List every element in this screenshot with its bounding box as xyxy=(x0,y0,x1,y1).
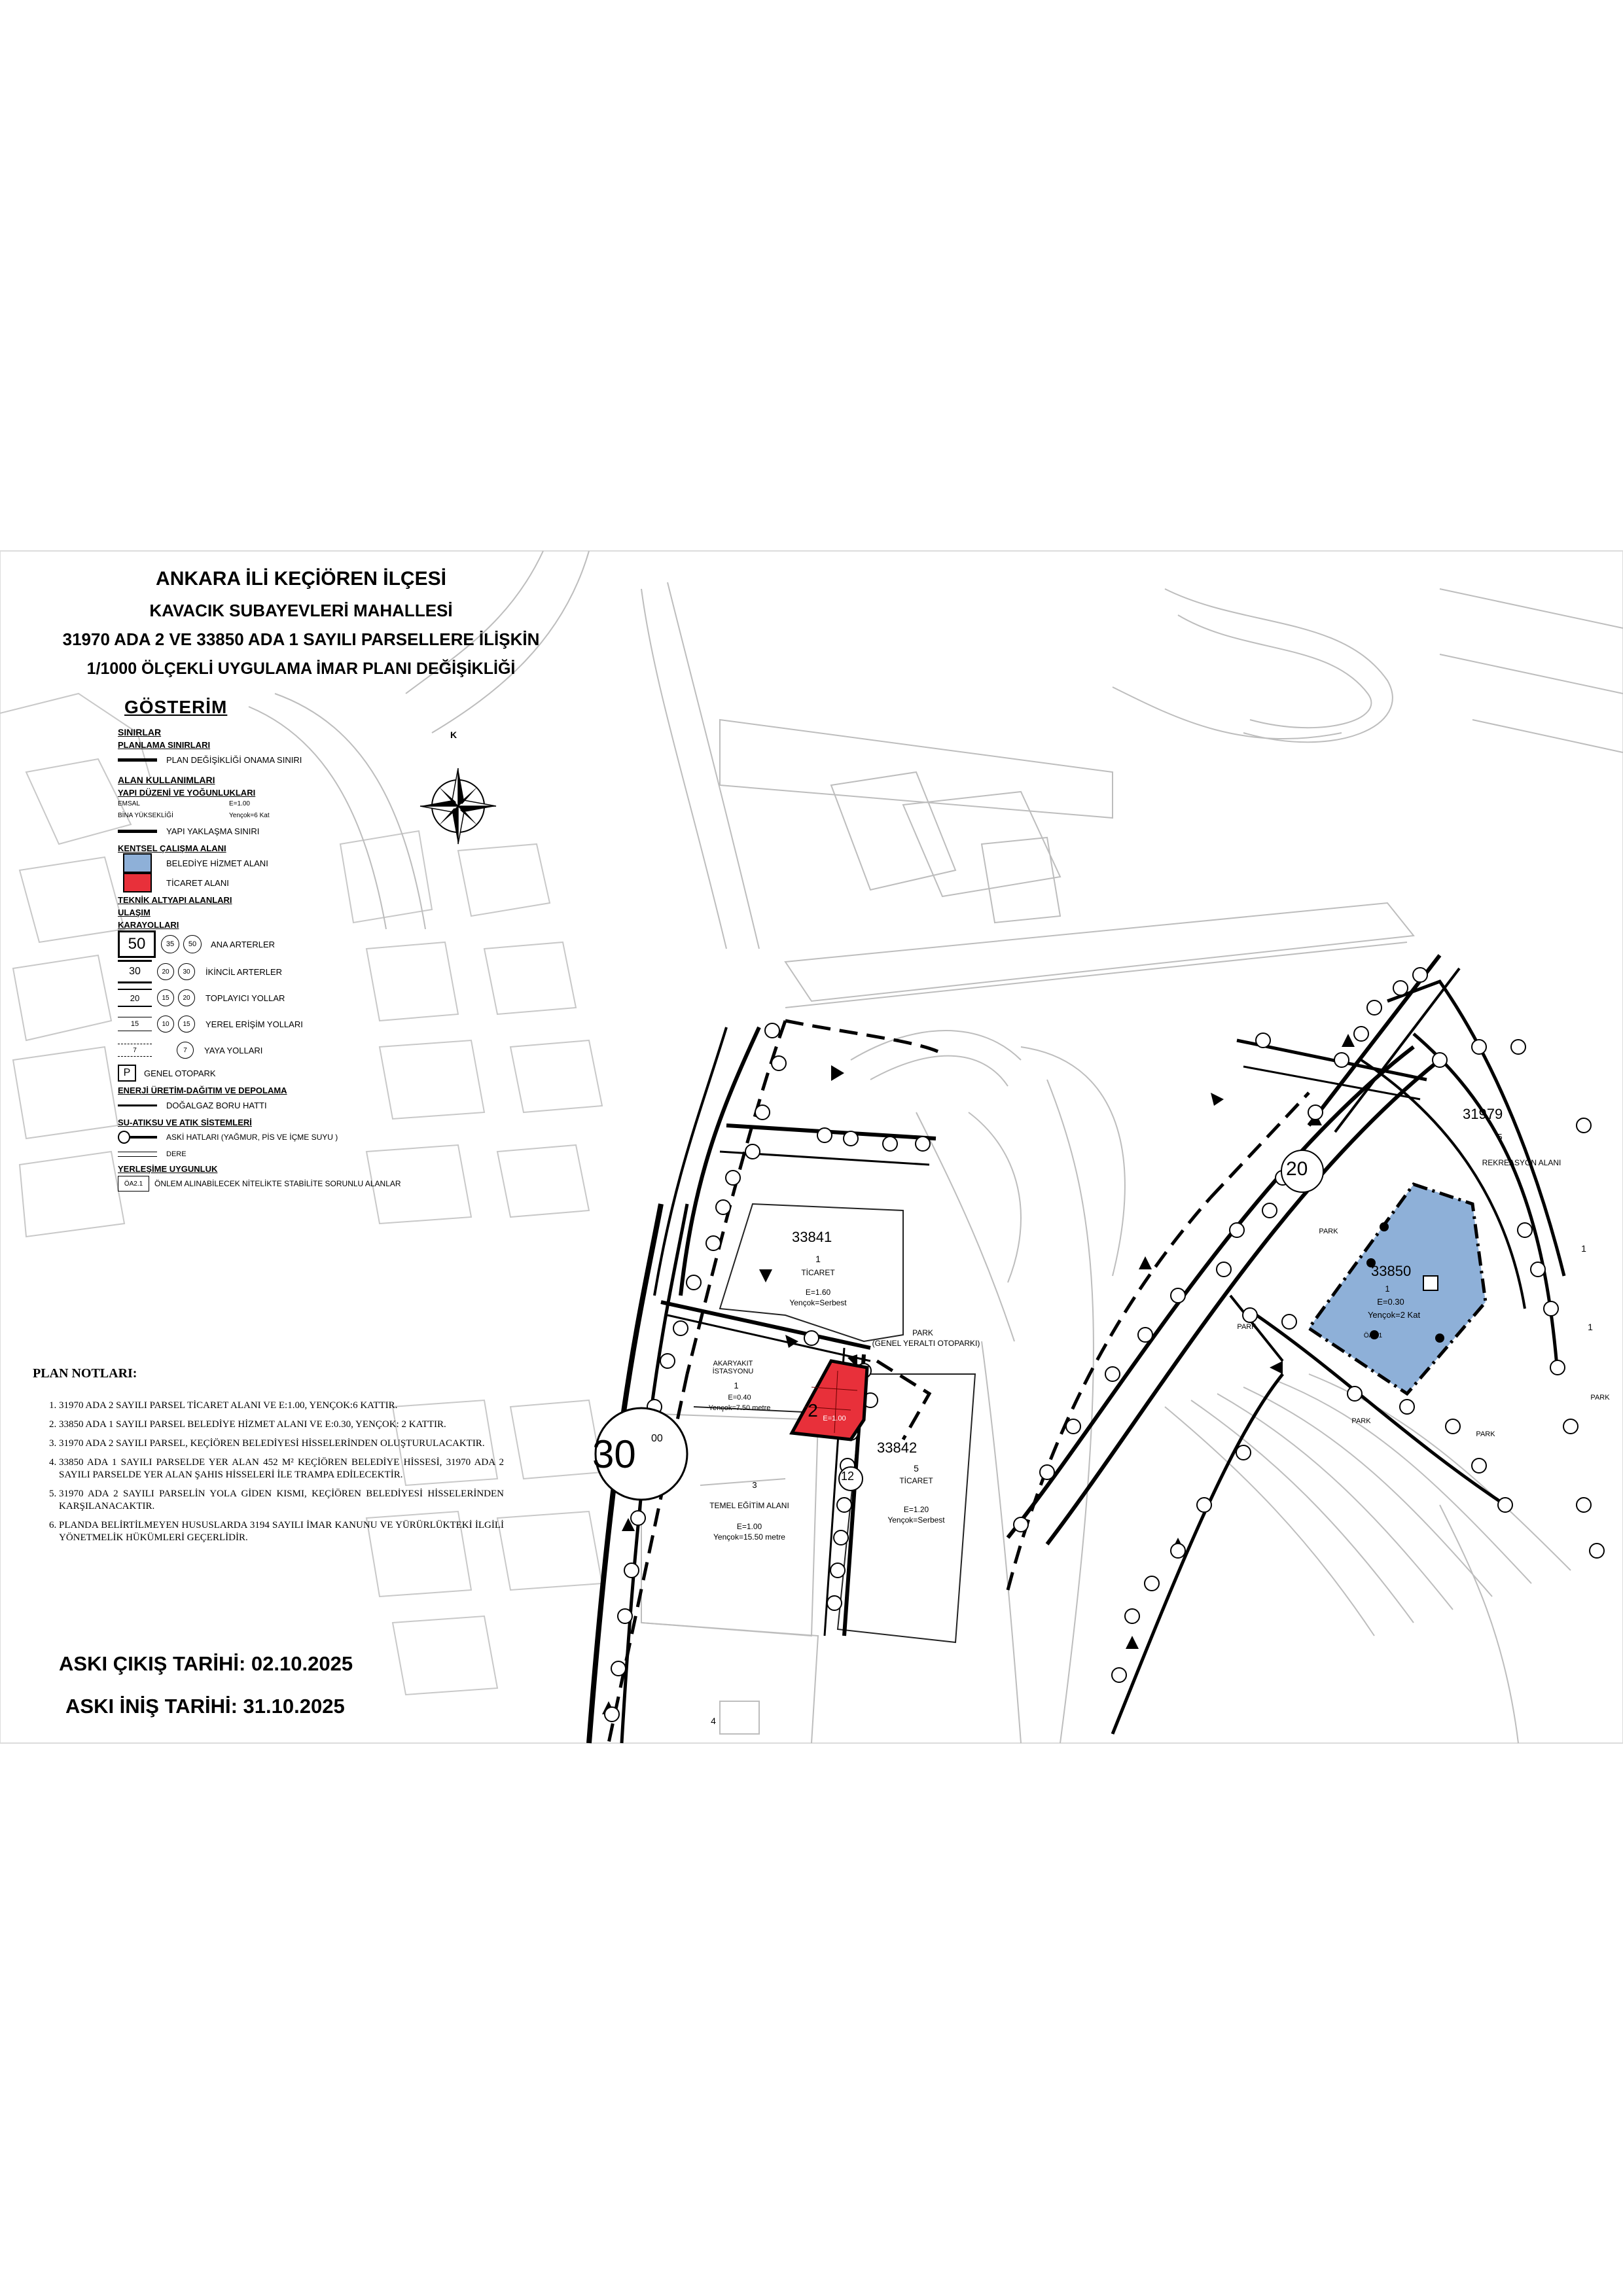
parcel-31979-no: 5 xyxy=(1497,1132,1503,1142)
parcel-31970-emsal: E=1.00 xyxy=(823,1415,846,1422)
legend-row-onlem xyxy=(118,1174,484,1193)
legend-ikincil-label: İKİNCİL ARTERLER xyxy=(205,966,283,977)
road-width-label-3: 12 xyxy=(841,1470,855,1483)
park-label: PARK xyxy=(1237,1323,1257,1331)
parcel-33842-emsal: E=1.20 xyxy=(903,1505,929,1514)
parcel-33841-emsal: E=1.60 xyxy=(805,1288,831,1297)
parcel-33842-use: TİCARET xyxy=(899,1476,933,1485)
title-plan: 1/1000 ÖLÇEKLİ UYGULAMA İMAR PLANI DEĞİŞİKLİĞİ xyxy=(86,660,516,678)
park-otopark-sub: (GENEL YERALTI OTOPARKI) xyxy=(872,1339,980,1348)
parcel-33842-ada: 33842 xyxy=(877,1439,918,1456)
legend-ticaret-label: TİCARET ALANI xyxy=(166,877,229,888)
title-province: ANKARA İLİ KEÇİÖREN İLÇESİ xyxy=(156,568,446,590)
legend-yaklasma-label: YAPI YAKLAŞMA SINIRI xyxy=(166,826,260,836)
plan-note: 3. 31970 ADA 2 SAYILI PARSEL, KEÇİÖREN BELEDİYESİ HİSSELERİNDEN OLUŞTURULACAKTIR. xyxy=(59,1438,504,1450)
plan-note: 2. 33850 ADA 1 SAYILI PARSEL BELEDİYE HİZMET ALANI VE E:0.30, YENÇOK: 2 KATTIR. xyxy=(59,1419,504,1431)
park-label: PARK xyxy=(1476,1430,1495,1438)
blue-parcel-sym xyxy=(1423,1276,1438,1290)
plan-notes xyxy=(33,1366,504,1551)
akaryakit-emsal: E=0.40 xyxy=(728,1394,751,1402)
legend-yerel-label: YEREL ERİŞİM YOLLARI xyxy=(205,1019,303,1029)
ikincil-circle2: 30 xyxy=(178,963,195,980)
plan-note: 4. 33850 ADA 1 SAYILI PARSELDE YER ALAN 452 M² KEÇİÖREN BELEDİYE HİSSESİ, 31970 ADA 2 SAYILI PARSELDE YER ALAN ŞAHIS HİSSELERİ İLE TRAMPA EDİLECEKTİR. xyxy=(59,1457,504,1481)
toplayici-box: 20 xyxy=(118,989,152,1007)
parcel-33850-no: 1 xyxy=(1385,1284,1390,1294)
legend-bina-label: BİNA YÜKSEKLİĞİ xyxy=(118,811,173,819)
toplayici-circle2: 20 xyxy=(178,989,195,1006)
onlem-sym: ÖA2.1 xyxy=(118,1176,149,1192)
onama-line-sym xyxy=(118,752,157,767)
misc-number: 1 xyxy=(1588,1322,1593,1332)
aski-cikis-date: ASKI ÇIKIŞ TARİHİ: 02.10.2025 xyxy=(59,1652,353,1675)
legend-ulasim: ULAŞIM xyxy=(118,908,151,917)
legend-karayollari: KARAYOLLARI xyxy=(118,920,179,930)
misc-number: 1 xyxy=(1581,1243,1586,1254)
otopark-icon: P xyxy=(118,1065,136,1082)
legend-row-yerel xyxy=(118,1011,484,1037)
aski-inis-date: ASKI İNİŞ TARİHİ: 31.10.2025 xyxy=(65,1695,345,1718)
title-neighbourhood: KAVACIK SUBAYEVLERİ MAHALLESİ xyxy=(149,601,453,620)
legend-kentsel: KENTSEL ÇALIŞMA ALANI xyxy=(118,843,226,853)
legend-belediye-label: BELEDİYE HİZMET ALANI xyxy=(166,858,268,868)
legend-row-belediye xyxy=(118,853,484,873)
parcel-31979-ada: 31979 xyxy=(1463,1106,1503,1122)
aski-line-sym xyxy=(118,1130,157,1144)
legend-row-aski xyxy=(118,1127,484,1147)
legend-yaya-label: YAYA YOLLARI xyxy=(204,1045,263,1055)
legend-yapi-duzeni: YAPI DÜZENİ VE YOĞUNLUKLARI xyxy=(118,788,256,798)
legend-row-onama xyxy=(118,750,484,769)
legend-onama-label: PLAN DEĞİŞİKLİĞİ ONAMA SINIRI xyxy=(166,754,302,765)
toplayici-circle1: 15 xyxy=(157,989,174,1006)
legend-emsal-value: E=1.00 xyxy=(229,800,250,807)
yaklasma-line-sym xyxy=(118,824,157,838)
road-width-label-sup: 00 xyxy=(651,1433,663,1444)
legend-row-toplayici xyxy=(118,985,484,1011)
parcel-33841-height: Yençok=Serbest xyxy=(789,1298,847,1307)
ikincil-box: 30 xyxy=(118,960,152,983)
parcel-33850-emsal: E=0.30 xyxy=(1377,1297,1404,1307)
legend-onlem-label: ÖNLEM ALINABİLECEK NİTELİKTE STABİLİTE SORUNLU ALANLAR xyxy=(154,1179,401,1188)
legend-row-dogalgaz xyxy=(118,1095,484,1115)
legend-row-ana-arter xyxy=(118,930,484,959)
legend-ana-arter-label: ANA ARTERLER xyxy=(211,939,276,949)
akaryakit-no: 1 xyxy=(734,1381,739,1390)
temel-no: 3 xyxy=(752,1480,757,1490)
legend-emsal-label: EMSAL xyxy=(118,800,140,807)
plan-note: 1. 31970 ADA 2 SAYILI PARSEL TİCARET ALANI VE E:1.00, YENÇOK:6 KATTIR. xyxy=(59,1400,504,1412)
plan-notes-list xyxy=(33,1400,504,1544)
ana-arter-box: 50 xyxy=(118,930,156,958)
legend-dere-label: DERE xyxy=(166,1150,187,1158)
park-otopark-label: PARK xyxy=(912,1328,933,1337)
yaya-circle1: 7 xyxy=(177,1042,194,1059)
legend-row-yaklasma xyxy=(118,821,484,841)
legend-aski-label: ASKİ HATLARI (YAĞMUR, PİS VE İÇME SUYU ) xyxy=(166,1133,338,1142)
legend xyxy=(118,697,484,1193)
parcel-33850-height: Yençok=2 Kat xyxy=(1367,1310,1421,1320)
parcel-33841-use: TİCARET xyxy=(801,1268,835,1277)
park-label: PARK xyxy=(1351,1417,1371,1425)
parcel-33841-no: 1 xyxy=(815,1254,821,1264)
temel-use: TEMEL EĞİTİM ALANI xyxy=(709,1501,789,1510)
temel-emsal: E=1.00 xyxy=(736,1522,762,1531)
parcel-33842-no: 5 xyxy=(914,1463,919,1474)
legend-dogalgaz-label: DOĞALGAZ BORU HATTI xyxy=(166,1100,267,1110)
belediye-hizmet-parcel xyxy=(1309,1184,1486,1394)
legend-suatiksu: SU-ATIKSU VE ATIK SİSTEMLERİ xyxy=(118,1118,252,1127)
legend-alan-kullanimlari: ALAN KULLANIMLARI xyxy=(118,775,215,785)
misc-number: 4 xyxy=(711,1716,716,1726)
plan-notes-title: PLAN NOTLARI: xyxy=(33,1366,137,1381)
parcel-33850-mark: ÖA2.1 xyxy=(1363,1332,1383,1339)
yaya-box: 7 xyxy=(118,1044,152,1057)
ana-arter-circle2: 50 xyxy=(183,935,202,953)
parcel-33850-ada: 33850 xyxy=(1371,1263,1412,1279)
compass-north-label: K xyxy=(450,730,457,740)
parcel-31979-use: REKREASYON ALANI xyxy=(1482,1158,1561,1167)
legend-otopark-label: GENEL OTOPARK xyxy=(144,1068,216,1078)
legend-row-dere xyxy=(118,1147,484,1161)
legend-planlama-sinirlari: PLANLAMA SINIRLARI xyxy=(118,740,211,750)
ticaret-parcel xyxy=(792,1361,867,1439)
dashed-boundary xyxy=(609,1021,1309,1743)
legend-row-bina xyxy=(118,809,484,821)
legend-row-otopark xyxy=(118,1063,484,1083)
belediye-swatch xyxy=(118,856,157,870)
legend-teknik: TEKNİK ALTYAPI ALANLARI xyxy=(118,895,232,905)
dogalgaz-line-sym xyxy=(118,1098,157,1112)
legend-row-yaya xyxy=(118,1037,484,1063)
ana-arter-circle1: 35 xyxy=(161,935,179,953)
legend-sinirlar: SINIRLAR xyxy=(118,727,162,737)
parcel-31970-no: 2 xyxy=(808,1400,818,1421)
plan-note: 5. 31970 ADA 2 SAYILI PARSELİN YOLA GİDEN KISMI, KEÇİÖREN BELEDİYESİ HİSSELERİNDEN KARŞILANACAKTIR. xyxy=(59,1488,504,1513)
legend-bina-value: Yençok=6 Kat xyxy=(229,811,270,819)
legend-row-ikincil xyxy=(118,959,484,985)
legend-row-emsal xyxy=(118,798,484,809)
temel-height: Yençok=15.50 metre xyxy=(713,1532,785,1542)
akaryakit-height: Yençok=7.50 metre xyxy=(708,1404,771,1412)
yerel-box: 15 xyxy=(118,1017,152,1031)
plan-note: 6. PLANDA BELİRTİLMEYEN HUSUSLARDA 3194 SAYILI İMAR KANUNU VE YÜRÜRLÜKTEKİ İLGİLİ YÖNETMELİK HÜKÜMLERİ GEÇERLİDİR. xyxy=(59,1519,504,1544)
park-label: PARK xyxy=(1590,1394,1610,1402)
yerel-circle2: 15 xyxy=(178,1016,195,1033)
parcel-33842-height: Yençok=Serbest xyxy=(887,1515,945,1525)
ticaret-swatch xyxy=(118,875,157,890)
legend-yerlesime: YERLEŞİME UYGUNLUK xyxy=(118,1164,218,1174)
road-width-label: 30 xyxy=(592,1432,636,1476)
yerel-circle1: 10 xyxy=(157,1016,174,1033)
road-width-label-2: 20 xyxy=(1286,1158,1308,1180)
legend-toplayici-label: TOPLAYICI YOLLAR xyxy=(205,993,285,1003)
park-label: PARK xyxy=(1319,1227,1338,1235)
legend-row-ticaret xyxy=(118,873,484,892)
ikincil-circle1: 20 xyxy=(157,963,174,980)
title-parcels: 31970 ADA 2 VE 33850 ADA 1 SAYILI PARSELLERE İLİŞKİN xyxy=(62,629,540,649)
parcel-33841-ada: 33841 xyxy=(792,1229,832,1245)
akaryakit-use: AKARYAKIT İSTASYONU xyxy=(712,1360,754,1375)
legend-enerji: ENERJİ ÜRETİM-DAĞITIM VE DEPOLAMA xyxy=(118,1086,287,1095)
legend-title: GÖSTERİM xyxy=(124,697,228,717)
dere-line-sym xyxy=(118,1147,157,1161)
